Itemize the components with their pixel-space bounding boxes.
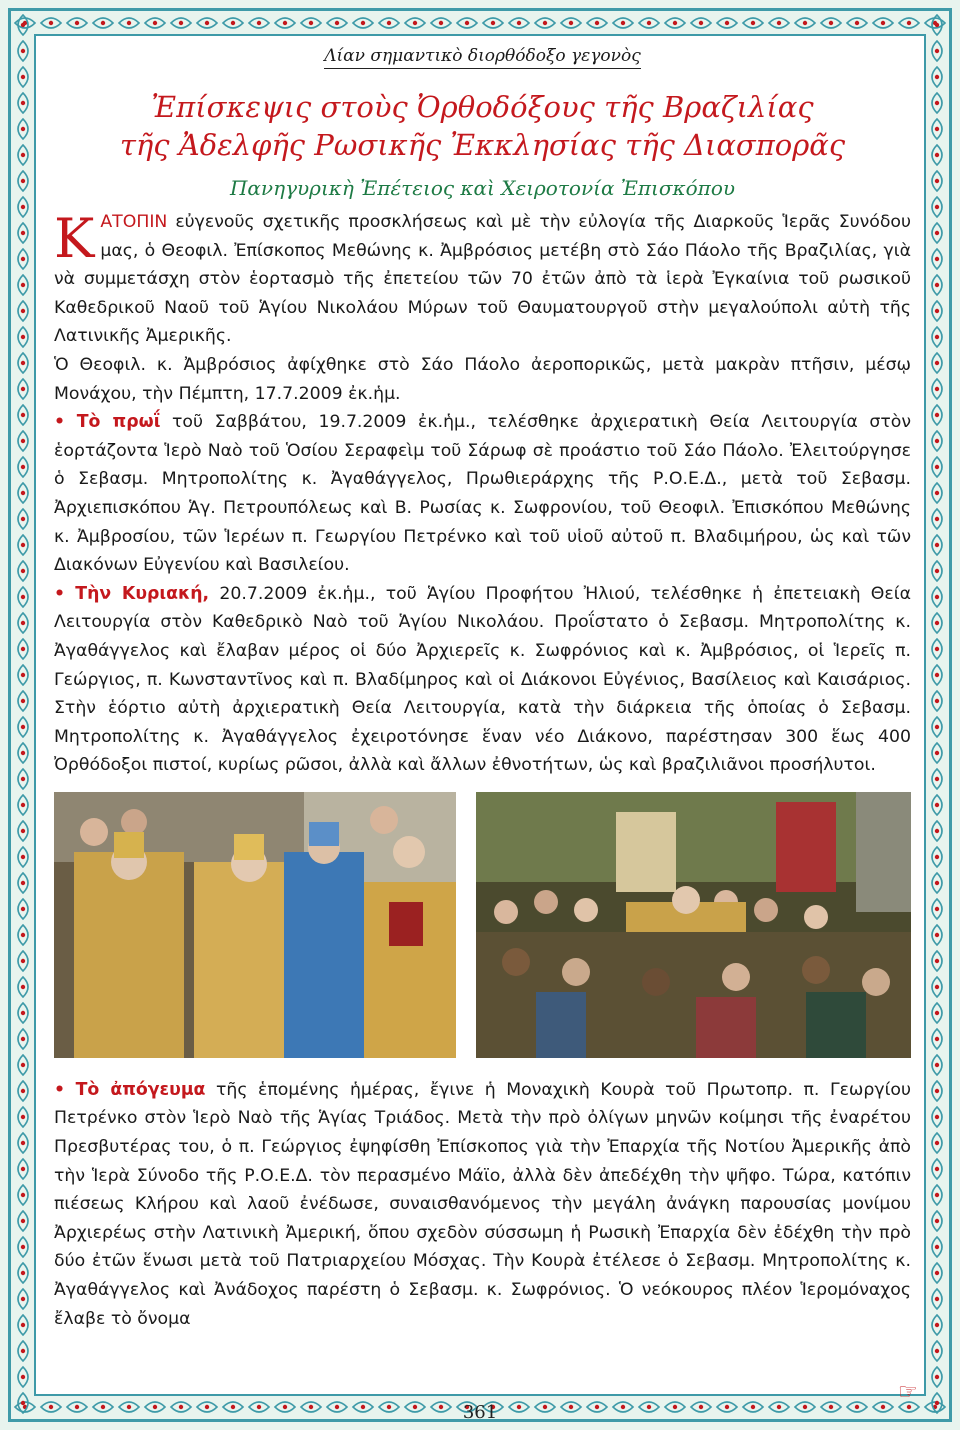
title-line-2: τῆς Ἀδελφῆς Ρωσικῆς Ἐκκλησίας τῆς Διασπορᾶς [119, 128, 846, 162]
paragraph-sunday [54, 580, 911, 780]
bullet-tonsure: • [54, 1079, 66, 1100]
bullet-saturday: • [54, 412, 66, 433]
kicker-text: Λίαν σημαντικὸ διορθόδοξο γεγονὸς [324, 46, 641, 69]
paragraph-saturday [54, 408, 911, 580]
ornament-right-icon [926, 12, 948, 1418]
intro-text: εὐγενοῦς σχετικῆς προσκλήσεως καὶ μὲ τὴν εὐλογία τῆς Διαρκοῦς Ἱερᾶς Συνόδου μας, ὁ Θεοφιλ. Ἐπίσκοπος Μεθώνης κ. Ἀμβρόσιος μετέβη στὸ Σάο Πάολο τῆς Βραζιλίας, γιὰ νὰ συμμετάσχη στὸν ἑορτασμὸ τῆς ἐπετείου τῶν 70 ἐτῶν ἀπὸ τὰ ἱερὰ Ἐγκαίνια τοῦ ρωσικοῦ Καθεδρικοῦ Ναοῦ τοῦ Ἁγίου Νικολάου Μύρων τοῦ Θαυματουργοῦ στὴν μεγαλούπολι αὐτὴ τῆς Λατινικῆς Ἀμερικῆς. [54, 212, 911, 347]
paragraph-arrival: Ὁ Θεοφιλ. κ. Ἀμβρόσιος ἀφίχθηκε στὸ Σάο Πάολο ἀεροπορικῶς, μετὰ μακρὰν πτῆσιν, μέσῳ Μονάχου, τὴν Πέμπτη, 17.7.2009 ἐκ.ἡμ. [54, 354, 911, 404]
article-subtitle: Πανηγυρικὴ Ἐπέτειος καὶ Χειροτονία Ἐπισκόπου [229, 176, 736, 200]
paragraph-tonsure [54, 1076, 911, 1333]
tonsure-lead: Τὸ ἀπόγευμα [75, 1079, 206, 1100]
tonsure-text: τῆς ἑπομένης ἡμέρας, ἔγινε ἡ Μοναχικὴ Κουρὰ τοῦ Πρωτοπρ. π. Γεωργίου Πετρένκο στὸν Ἱερὸ Ναὸ τῆς Ἁγίας Τριάδος. Μετὰ τὴν πρὸ ὀλίγων μηνῶν κοίμησι τῆς ἐναρέτου Πρεσβυτέρας του, ὁ π. Γεώργιος ἐψηφίσθη Ἐπίσκοπος γιὰ τὴν Ἐπαρχία τῆς Νοτίου Ἀμερικῆς ἀπὸ τὴν Ἱερὰ Σύνοδο τῆς Ρ.Ο.Ε.Δ. τὸν περασμένο Μάϊο, ἀλλὰ δὲν ἀπεδέχθη τὴν ψῆφο. Τώρα, κατόπιν πιέσεως Κλήρου καὶ λαοῦ ἐνέδωσε, συναισθανόμενος τὴν μεγάλη ἀνάγκη παρουσίας μονίμου Ἀρχιερέως στὴν Λατινικὴ Ἀμερική, ὅπου σχεδὸν σύσσωμη ἡ Ρωσικὴ Ἐπαρχία δὲν ἐδέχθη τὴν πρὸ δύο ἐτῶν ἕνωσι μετὰ τοῦ Πατριαρχείου Μόσχας. Τὴν Κουρὰ ἐτέλεσε ὁ Σεβασμ. Μητροπολίτης κ. Ἀγαθάγγελος καὶ Ἀνάδοχος παρέστη ὁ Σεβασμ. κ. Σωφρόνιος. Ὁ νεόκουρος πλέον Ἱερομόναχος ἔλαβε τὸ ὄνομα [54, 1079, 912, 1329]
drop-cap: Κ [54, 207, 95, 270]
article-title [54, 88, 911, 164]
saturday-lead: Τὸ πρωΐ [76, 412, 161, 433]
ornament-left-icon [12, 12, 34, 1418]
photo-row [54, 792, 911, 1062]
sunday-text: 20.7.2009 ἐκ.ἡμ., τοῦ Ἁγίου Προφήτου Ἠλιού, τελέσθηκε ἡ ἐπετειακὴ Θεία Λειτουργία στὸν Καθεδρικὸ Ναὸ τοῦ Ἁγίου Νικολάου. Προΐστατο ὁ Σεβασμ. Μητροπολίτης κ. Ἀγαθάγγελος καὶ ἔλαβαν μέρος οἱ δύο Ἀρχιερεῖς κ. Σωφρόνιος καὶ κ. Ἀμβρόσιος, οἱ Ἱερεῖς π. Γεώργιος, π. Κωνσταντῖνος καὶ π. Βλαδίμηρος καὶ οἱ Διάκονοι Εὐγένιος, Βασίλειος καὶ Καισάριος. Στὴν ἑόρτιο αὐτὴ ἀρχιερατικὴ Θεία Λειτουργία, κατὰ τὴν διάρκεια τῆς ὁποίας ὁ Σεβασμ. Μητροπολίτης κ. Ἀγαθάγγελος ἐχειροτόνησε ἕναν νέο Διάκονο, παρέστησαν 300 ἕως 400 Ὀρθόδοξοι πιστοί, κυρίως ρῶσοι, ἀλλὰ καὶ ἄλλων ἐθνοτήτων, ὡς καὶ βραζιλιᾶνοι προσήλυτοι. [54, 583, 911, 776]
kicker [54, 46, 911, 66]
page-number: 361 [462, 1402, 498, 1423]
paragraph-intro [54, 208, 911, 351]
saturday-text: τοῦ Σαββάτου, 19.7.2009 ἐκ.ἡμ., τελέσθηκε ἀρχιερατικὴ Θεία Λειτουργία στὸν ἑορτάζοντα Ἱερὸ Ναὸ τοῦ Ὁσίου Σεραφεὶμ τοῦ Σάρωφ σὲ προάστιο τοῦ Σάο Πάολο. Ἐλειτούργησε ὁ Σεβασμ. Μητροπολίτης κ. Ἀγαθάγγελος, Πρωθιεράρχης τῆς Ρ.Ο.Ε.Δ., μετὰ τοῦ Σεβασμ. Ἀρχιεπισκόπου Ἁγ. Πετρουπόλεως καὶ Β. Ρωσίας κ. Σωφρονίου, τοῦ Θεοφιλ. Ἐπισκόπου Μεθώνης κ. Ἀμβροσίου, τῶν Ἱερέων π. Γεωργίου Πετρένκο καὶ τοῦ υἱοῦ αὐτοῦ π. Βλαδιμήρου, ὡς καὶ τῶν Διακόνων Εὐγενίου καὶ Βασιλείου. [54, 412, 911, 576]
bullet-sunday: • [54, 583, 66, 604]
article [54, 38, 911, 1333]
photo-congregation [476, 792, 911, 1058]
photo-bishops-seated [54, 792, 456, 1058]
intro-lead: ΑΤΟΠΙΝ [100, 212, 168, 232]
pointing-hand-icon: ☞ [898, 1380, 918, 1405]
title-line-1: Ἐπίσκεψις στοὺς Ὀρθοδόξους τῆς Βραζιλίας [151, 90, 814, 124]
sunday-lead: Τὴν Κυριακή, [75, 583, 210, 604]
ornament-top-icon [12, 12, 948, 34]
